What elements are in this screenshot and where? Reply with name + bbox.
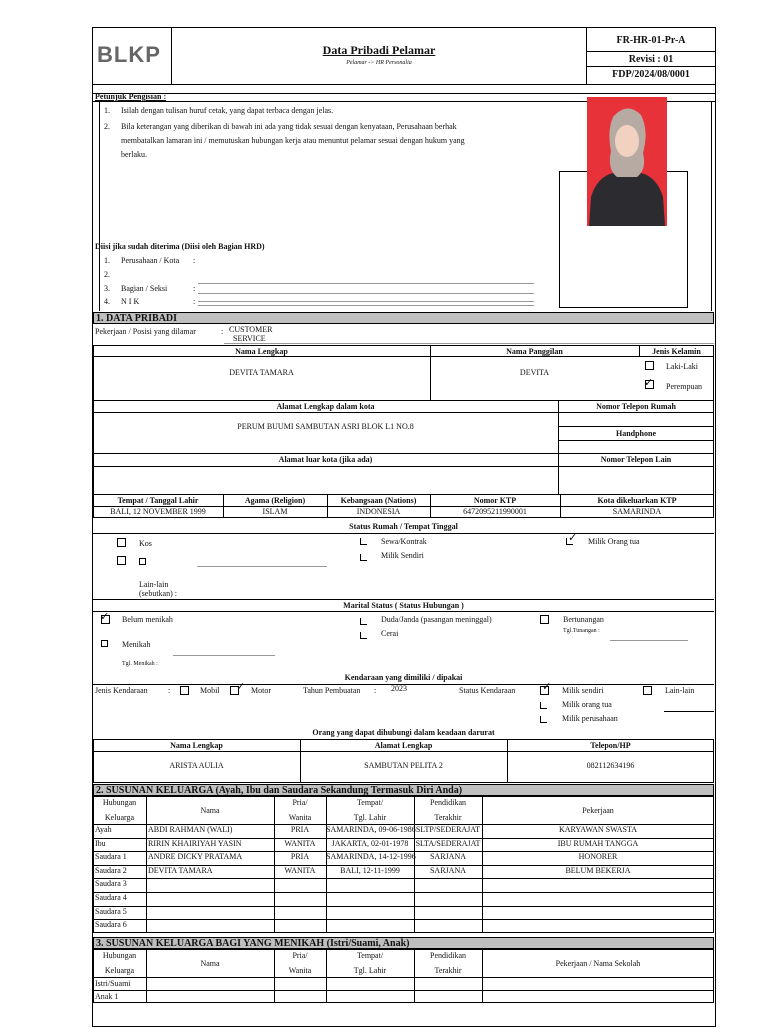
nationality-value[interactable]: INDONESIA: [356, 507, 401, 516]
hrd-num-3: 3.: [104, 284, 110, 293]
emergency-header-name: Nama Lengkap: [170, 741, 223, 750]
marital-married-date-label: Tgl. Menikah :: [122, 661, 158, 667]
checkmark-icon: ✓: [542, 681, 552, 693]
page-title: Data Pribadi Pelamar: [322, 43, 436, 57]
emergency-name-value[interactable]: ARISTA AULIA: [169, 761, 224, 770]
hrd-num-4: 4.: [104, 297, 110, 306]
hrd-colon-1: :: [193, 256, 196, 265]
applicant-photo: [587, 97, 667, 226]
header-home-phone: Nomor Telepon Rumah: [596, 402, 676, 411]
family-cell-hub: Saudara 4: [95, 893, 127, 902]
vehicle-car-label: Mobil: [200, 686, 220, 695]
section-1-title: 1. DATA PRIBADI: [93, 312, 714, 324]
vehicle-type-colon: :: [168, 686, 171, 695]
family-cell-kerja[interactable]: HONORER: [578, 852, 618, 862]
header-nationality: Kebangsaan (Nations): [340, 496, 417, 505]
family-cell-ttl[interactable]: SAMARINDA, 09-06-1986: [326, 825, 416, 834]
header-ktp-city: Kota dikeluarkan KTP: [597, 496, 677, 505]
hrd-colon-4: :: [193, 297, 196, 306]
family-header-gender-1: Pria/: [292, 798, 308, 807]
family-header-edu-1: Pendidikan: [430, 798, 466, 807]
header-handphone: Handphone: [615, 429, 657, 438]
vehicle-other-checkbox[interactable]: [643, 686, 652, 695]
instruction-text-1: Isilah dengan tulisan huruf cetak, yang dapat terbaca dengan jelas.: [121, 106, 334, 115]
housing-own-checkbox[interactable]: [360, 554, 367, 561]
position-colon: :: [221, 327, 224, 336]
marital-divorced-checkbox[interactable]: [360, 632, 367, 639]
header-vehicle: Kendaraan yang dimiliki / dipakai: [344, 673, 463, 682]
page-subtitle: Pelamar -> HR Personalia: [346, 60, 412, 66]
marital-engaged-date-label: Tgl.Tunangan :: [563, 628, 600, 634]
family-cell-pw[interactable]: PRIA: [290, 852, 310, 862]
logo: BLKP: [97, 42, 161, 67]
instruction-num-1: 1.: [104, 106, 110, 115]
section-2-title: 2. SUSUNAN KELUARGA (Ayah, Ibu dan Saudara Sekandung Termasuk Diri Anda): [93, 784, 714, 796]
family-cell-ttl[interactable]: JAKARTA, 02-01-1978: [331, 838, 409, 848]
instruction-text-2: Bila keterangan yang diberikan di bawah ini ada yang tidak sesuai dengan kenyataan, Perusahaan berhak: [121, 122, 457, 131]
instruction-num-2: 2.: [104, 122, 110, 131]
emergency-header-phone: Telepon/HP: [590, 741, 631, 750]
vehicle-year-label: Tahun Pembuatan: [303, 686, 361, 695]
position-label: Pekerjaan / Posisi yang dilamar: [95, 327, 196, 336]
spouse-header-birth-2: Tgl. Lahir: [353, 966, 387, 975]
hrd-label-division: Bagian / Seksi: [121, 284, 168, 293]
header-address-city: Alamat Lengkap dalam kota: [276, 402, 375, 411]
family-cell-hub: Saudara 6: [95, 920, 127, 930]
vehicle-year-colon: :: [374, 686, 377, 695]
vehicle-status-label: Status Kendaraan: [459, 686, 516, 695]
revision: Revisi : 01: [628, 54, 674, 65]
housing-parents-label: Milik Orang tua: [588, 537, 640, 546]
hrd-label-company: Perusahaan / Kota: [121, 256, 180, 265]
ktp-value[interactable]: 6472095211990001: [463, 507, 527, 516]
family-header-name: Nama: [200, 806, 220, 815]
family-header-birth-1: Tempat/: [356, 798, 384, 807]
family-cell-pend[interactable]: SLTP/SEDERAJAT: [415, 825, 481, 834]
emergency-header-address: Alamat Lengkap: [374, 741, 433, 750]
vehicle-parents-checkbox[interactable]: [540, 702, 547, 709]
header-other-phone: Nomor Telepon Lain: [600, 455, 672, 464]
religion-value[interactable]: ISLAM: [262, 507, 288, 516]
header-nickname: Nama Panggilan: [506, 347, 563, 356]
housing-own-label: Milik Sendiri: [381, 551, 424, 560]
family-cell-pend[interactable]: SLTA/SEDERAJAT: [415, 838, 481, 848]
family-cell-nama[interactable]: ANDRE DICKY PRATAMA: [148, 852, 243, 862]
family-cell-pend[interactable]: SARJANA: [429, 852, 466, 862]
hrd-line-division[interactable]: [198, 293, 534, 294]
checkmark-icon: ✓: [236, 681, 246, 693]
hrd-num-1: 1.: [104, 256, 110, 265]
gender-male-label: Laki-Laki: [666, 362, 698, 371]
family-header-edu-2: Terakhir: [434, 813, 462, 822]
family-header-gender-2: Wanita: [288, 813, 312, 822]
instructions-heading: Petunjuk Pengisian :: [95, 92, 167, 101]
child-row-relation: Anak 1: [95, 992, 119, 1001]
hrd-line-company[interactable]: [198, 283, 534, 284]
spouse-header-birth-1: Tempat/: [356, 951, 384, 960]
header-birth: Tempat / Tanggal Lahir: [117, 496, 199, 505]
family-cell-nama[interactable]: DEVITA TAMARA: [148, 865, 213, 875]
nickname-value[interactable]: DEVITA: [519, 368, 550, 377]
birth-value[interactable]: BALI, 12 NOVEMBER 1999: [110, 507, 206, 516]
housing-rent-checkbox[interactable]: [360, 538, 367, 545]
doc-number: FDP/2024/08/0001: [612, 69, 690, 80]
vehicle-motor-label: Motor: [251, 686, 271, 695]
marital-divorced-label: Cerai: [381, 629, 399, 638]
marital-widowed-label: Duda/Janda (pasangan meninggal): [381, 615, 492, 624]
ktp-city-value[interactable]: SAMARINDA: [612, 507, 662, 516]
spouse-header-relation-1: Hubungan: [102, 951, 137, 960]
vehicle-company-checkbox[interactable]: [540, 716, 547, 723]
vehicle-company-label: Milik perusahaan: [562, 714, 618, 723]
family-cell-kerja[interactable]: KARYAWAN SWASTA: [558, 825, 638, 834]
marital-married-line[interactable]: [173, 655, 275, 656]
hrd-label-nik: N I K: [121, 297, 140, 306]
family-header-relation-2: Keluarga: [104, 813, 135, 822]
position-value-1[interactable]: CUSTOMER: [229, 325, 273, 334]
spouse-header-edu-2: Terakhir: [434, 966, 462, 975]
header-emergency: Orang yang dapat dihubungi dalam keadaan darurat: [312, 728, 495, 737]
housing-other-checkbox[interactable]: [117, 556, 126, 565]
spouse-header-gender-1: Pria/: [292, 951, 308, 960]
vehicle-own-label: Milik sendiri: [562, 686, 604, 695]
housing-other-checkbox-2[interactable]: [139, 558, 146, 565]
vehicle-car-checkbox[interactable]: [180, 686, 189, 695]
marital-married-checkbox[interactable]: [101, 640, 108, 647]
family-cell-pw[interactable]: PRIA: [290, 825, 310, 834]
section-3-title: 3. SUSUNAN KELUARGA BAGI YANG MENIKAH (Istri/Suami, Anak): [93, 937, 714, 949]
header-gender: Jenis Kelamin: [652, 347, 701, 356]
spouse-row-relation: Istri/Suami: [95, 979, 131, 988]
hrd-colon-3: :: [193, 284, 196, 293]
family-cell-kerja[interactable]: BELUM BEKERJA: [565, 865, 631, 875]
housing-rent-label: Sewa/Kontrak: [381, 537, 427, 546]
emergency-address-value[interactable]: SAMBUTAN PELITA 2: [364, 761, 443, 770]
marital-engaged-label: Bertunangan: [563, 615, 604, 624]
instruction-text-2c: berlaku.: [121, 150, 147, 159]
marital-widowed-checkbox[interactable]: [360, 618, 367, 625]
address-city-value[interactable]: PERUM BUUMI SAMBUTAN ASRI BLOK L1 NO.8: [237, 422, 414, 431]
family-cell-hub: Saudara 3: [95, 879, 127, 889]
checkmark-icon: ✓: [644, 377, 654, 389]
emergency-phone-value[interactable]: 082112634196: [586, 761, 635, 770]
family-cell-hub: Saudara 2: [95, 865, 127, 875]
vehicle-other-label: Lain-lain: [665, 686, 695, 695]
family-cell-nama[interactable]: ABDI RAHMAN (WALI): [148, 825, 233, 834]
family-cell-pw[interactable]: WANITA: [284, 838, 316, 848]
vehicle-other-line[interactable]: [664, 711, 714, 712]
family-cell-pw[interactable]: WANITA: [284, 865, 316, 875]
hrd-line-extra: [198, 305, 534, 306]
family-cell-nama[interactable]: RIRIN KHAIRIYAH YASIN: [148, 838, 242, 848]
header-religion: Agama (Religion): [244, 496, 306, 505]
marital-single-label: Belum menikah: [122, 615, 173, 624]
hrd-line-nik[interactable]: [198, 301, 534, 302]
family-cell-kerja[interactable]: IBU RUMAH TANGGA: [557, 838, 639, 848]
family-cell-hub: Ibu: [95, 838, 106, 848]
header-ktp: Nomor KTP: [473, 496, 517, 505]
gender-female-label: Perempuan: [666, 382, 702, 391]
family-cell-hub: Ayah: [95, 825, 112, 834]
instruction-text-2b: membatalkan lamaran ini / memutuskan hubungan kerja atau menuntut pelamar sesuai dengan hukum yang: [121, 136, 465, 145]
hrd-heading: Diisi jika sudah diterima (Diisi oleh Bagian HRD): [95, 242, 265, 251]
checkmark-icon: ✓: [568, 532, 578, 544]
marital-engaged-checkbox[interactable]: [540, 615, 549, 624]
header-marital: Marital Status ( Status Hubungan ): [343, 601, 464, 610]
vehicle-parents-label: Milik orang tua: [562, 700, 612, 709]
spouse-header-name: Nama: [200, 959, 220, 968]
housing-kos-label: Kos: [139, 539, 152, 548]
housing-other-line[interactable]: [197, 566, 327, 567]
family-header-job: Pekerjaan: [582, 806, 614, 815]
header-housing: Status Rumah / Tempat Tinggal: [349, 522, 458, 531]
family-cell-hub: Saudara 1: [95, 852, 127, 862]
family-cell-ttl[interactable]: BALI, 12-11-1999: [340, 865, 400, 875]
vehicle-year-value[interactable]: 2023: [391, 684, 407, 693]
family-header-relation-1: Hubungan: [102, 798, 137, 807]
housing-other-specify: (sebutkan) :: [139, 589, 177, 598]
header-outside-address: Alamat luar kota (jika ada): [278, 455, 373, 464]
marital-married-label: Menikah: [122, 640, 151, 649]
hrd-num-2: 2.: [104, 270, 110, 279]
position-value-2[interactable]: SERVICE: [233, 334, 266, 343]
family-cell-ttl[interactable]: SAMARINDA, 14-12-1996: [326, 852, 416, 862]
family-cell-hub: Saudara 5: [95, 906, 127, 916]
family-cell-pend[interactable]: SARJANA: [429, 865, 466, 875]
form-code: FR-HR-01-Pr-A: [616, 35, 686, 46]
person-photo-icon: [587, 97, 667, 226]
header-full-name: Nama Lengkap: [235, 347, 288, 356]
full-name-value[interactable]: DEVITA TAMARA: [229, 368, 294, 377]
housing-kos-checkbox[interactable]: [117, 538, 126, 547]
checkmark-icon: ✓: [100, 611, 110, 623]
spouse-header-edu-1: Pendidikan: [430, 951, 466, 960]
marital-engaged-date-line[interactable]: [610, 640, 688, 641]
housing-other-label: Lain-lain: [139, 580, 169, 589]
spouse-header-relation-2: Keluarga: [104, 966, 135, 975]
gender-male-checkbox[interactable]: [645, 361, 654, 370]
vehicle-type-label: Jenis Kendaraan: [95, 686, 148, 695]
spouse-header-job: Pekerjaan / Nama Sekolah: [555, 959, 641, 968]
family-header-birth-2: Tgl. Lahir: [353, 813, 387, 822]
spouse-header-gender-2: Wanita: [288, 966, 312, 975]
